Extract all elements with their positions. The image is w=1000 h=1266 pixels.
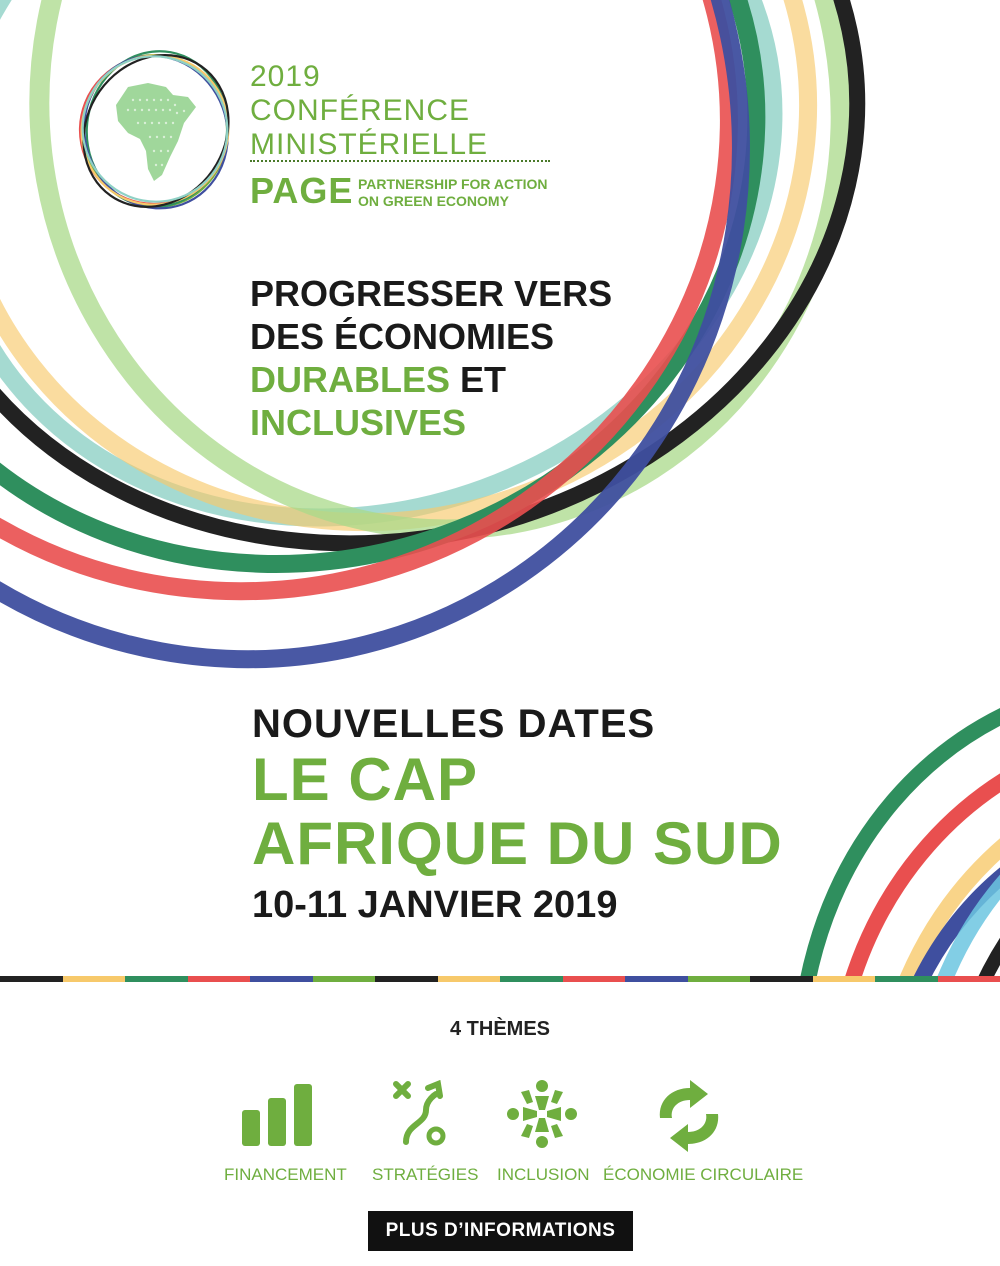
headline xyxy=(250,272,612,444)
event-title: NOUVELLES DATES xyxy=(252,702,656,746)
headline-line2: DES ÉCONOMIES xyxy=(250,316,555,357)
event-date: 10-11 JANVIER 2019 xyxy=(252,884,618,926)
event-info xyxy=(252,700,783,928)
theme-label-strategies: STRATÉGIES xyxy=(372,1165,479,1184)
headline-et: ET xyxy=(450,359,507,400)
africa-icon xyxy=(116,83,196,181)
event-city-line2: AFRIQUE DU SUD xyxy=(252,810,783,877)
page-acronym: PAGE xyxy=(250,170,354,211)
strategy-path-icon xyxy=(392,1080,452,1148)
page-full-name xyxy=(358,176,548,210)
event-city-line1: LE CAP xyxy=(252,746,479,813)
headline-line3 xyxy=(250,358,612,401)
more-info-button[interactable]: PLUS D’INFORMATIONS xyxy=(368,1211,633,1251)
theme-label-economie-circulaire: ÉCONOMIE CIRCULAIRE xyxy=(603,1165,804,1184)
conference-title xyxy=(250,60,488,162)
conference-year: 2019 xyxy=(250,60,321,93)
headline-inclusives: INCLUSIVES xyxy=(250,402,467,443)
theme-strategies[interactable] xyxy=(392,1080,452,1148)
theme-inclusion[interactable] xyxy=(507,1080,577,1148)
color-stripe xyxy=(0,976,1000,982)
inclusion-people-icon xyxy=(507,1080,577,1148)
theme-economie-circulaire[interactable] xyxy=(652,1080,726,1152)
headline-line1: PROGRESSER VERS xyxy=(250,273,613,314)
theme-label-financement: FINANCEMENT xyxy=(224,1165,347,1184)
logo-divider xyxy=(250,160,550,162)
themes-title: 4 THÈMES xyxy=(449,1018,551,1040)
headline-durables: DURABLES xyxy=(250,359,451,400)
bar-chart-icon xyxy=(240,1080,316,1148)
theme-label-inclusion: INCLUSION xyxy=(497,1165,590,1184)
conference-word: CONFÉRENCE xyxy=(250,94,471,127)
ministerial-word: MINISTÉRIELLE xyxy=(250,128,489,161)
theme-financement[interactable] xyxy=(240,1080,316,1148)
page-full-line1: PARTNERSHIP FOR ACTION xyxy=(358,176,548,192)
page-full-line2: ON GREEN ECONOMY xyxy=(358,193,509,209)
conference-logo xyxy=(78,45,233,215)
circular-arrows-icon xyxy=(652,1080,726,1152)
